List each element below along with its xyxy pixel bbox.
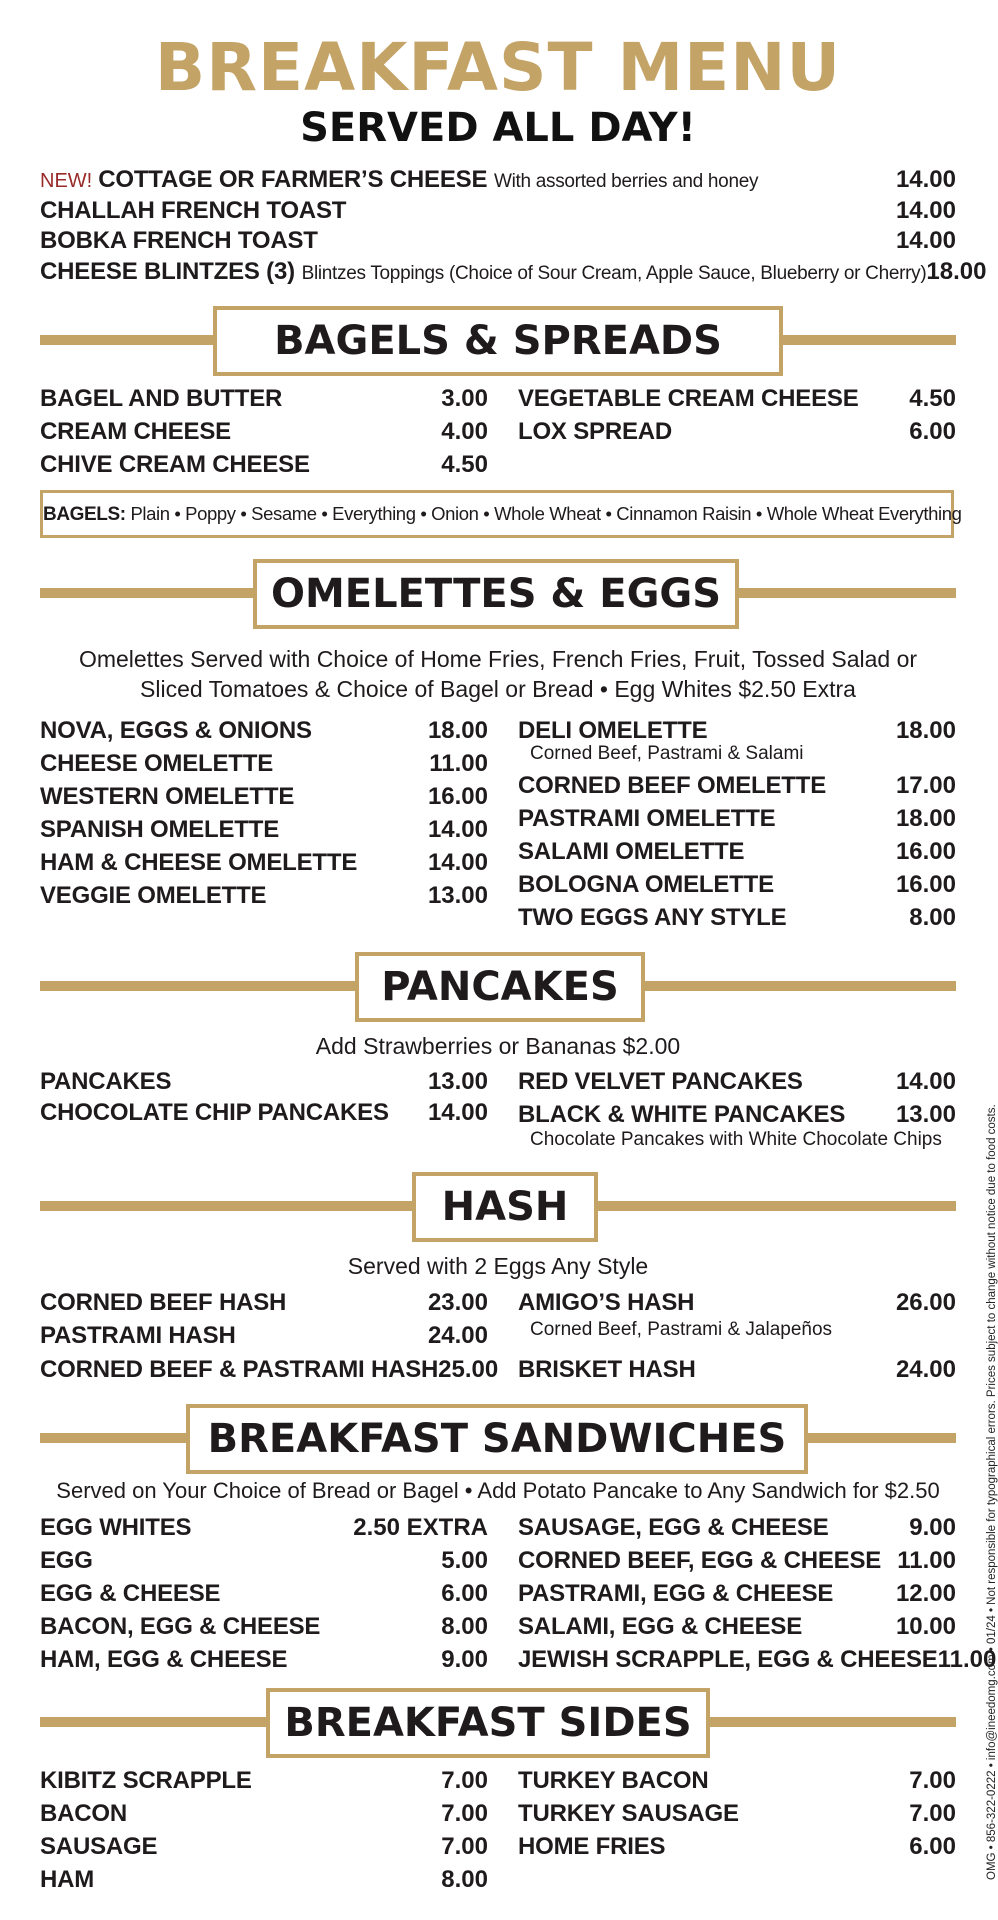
menu-item — [40, 1287, 488, 1319]
item-name: CHOCOLATE CHIP PANCAKES — [40, 1099, 389, 1126]
item-name: KIBITZ SCRAPPLE — [40, 1767, 252, 1794]
item-sub-desc: Corned Beef, Pastrami & Salami — [530, 743, 804, 764]
item-price: 14.00 — [895, 1068, 956, 1095]
item-price: 23.00 — [427, 1289, 488, 1316]
fine-print: OMG • 856-322-0222 • info@ineedomg.com • 01/24 • Not responsible for typographical errors. Prices subject to change without notice due to food costs. — [986, 1104, 998, 1880]
section-title: BREAKFAST SIDES — [266, 1688, 710, 1758]
section-banner-sandwiches — [40, 1404, 956, 1472]
new-badge: NEW! — [40, 170, 93, 192]
item-name: HAM — [40, 1866, 95, 1893]
item-name: BACON — [40, 1800, 127, 1827]
item-price: 11.00 — [897, 1547, 956, 1574]
item-price: 7.00 — [441, 1833, 488, 1860]
menu-item — [40, 1578, 488, 1610]
section-title: PANCAKES — [355, 952, 645, 1022]
item-price: 13.00 — [427, 1068, 488, 1095]
item-name: HOME FRIES — [518, 1833, 666, 1860]
item-price: 26.00 — [895, 1289, 956, 1316]
item-name: VEGGIE OMELETTE — [40, 882, 267, 909]
item-price: 13.00 — [427, 882, 488, 909]
item-name: TURKEY SAUSAGE — [518, 1800, 739, 1827]
item-name: LOX SPREAD — [518, 418, 673, 445]
menu-item — [40, 1354, 499, 1386]
item-name: BAGEL AND BUTTER — [40, 385, 283, 412]
menu-item — [518, 770, 956, 802]
menu-item — [40, 1611, 488, 1643]
item-price: 9.00 — [909, 1514, 956, 1541]
bagel-varieties-box — [40, 490, 962, 538]
item-price: 18.00 — [926, 258, 987, 285]
item-name: PASTRAMI OMELETTE — [518, 805, 776, 832]
item-name: PANCAKES — [40, 1068, 172, 1095]
item-price: 16.00 — [427, 783, 488, 810]
item-price: 24.00 — [895, 1356, 956, 1383]
item-price: 7.00 — [441, 1767, 488, 1794]
menu-item — [40, 847, 488, 879]
item-name: CORNED BEEF, EGG & CHEESE — [518, 1547, 882, 1574]
item-name: SALAMI, EGG & CHEESE — [518, 1613, 803, 1640]
menu-item — [40, 416, 488, 448]
item-name: BLACK & WHITE PANCAKES — [518, 1101, 846, 1128]
menu-item — [518, 1644, 997, 1676]
item-desc: With assorted berries and honey — [493, 171, 759, 192]
item-price: 14.00 — [895, 197, 956, 224]
item-name: BOBKA FRENCH TOAST — [40, 227, 318, 254]
section-title: BAGELS & SPREADS — [213, 306, 783, 376]
item-price: 2.50 EXTRA — [353, 1514, 488, 1541]
bagel-list: Plain • Poppy • Sesame • Everything • Onion • Whole Wheat • Cinnamon Raisin • Whole Wheat Everything — [130, 503, 962, 524]
menu-item — [40, 1644, 488, 1676]
menu-item — [518, 803, 956, 835]
item-price: 18.00 — [895, 717, 956, 744]
menu-item — [40, 880, 488, 912]
section-title: BREAKFAST SANDWICHES — [186, 1404, 808, 1474]
menu-item — [40, 1066, 488, 1098]
menu-item — [40, 1765, 488, 1797]
menu-item — [40, 1097, 488, 1129]
item-price: 3.00 — [441, 385, 488, 412]
item-price: 8.00 — [441, 1613, 488, 1640]
item-name: VEGETABLE CREAM CHEESE — [518, 385, 859, 412]
item-name: BACON, EGG & CHEESE — [40, 1613, 321, 1640]
item-price: 14.00 — [427, 816, 488, 843]
item-name: SAUSAGE — [40, 1833, 158, 1860]
item-name: EGG & CHEESE — [40, 1580, 221, 1607]
section-banner-hash — [40, 1172, 956, 1240]
menu-item — [40, 814, 488, 846]
item-price: 18.00 — [895, 805, 956, 832]
section-note: Omelettes Served with Choice of Home Fries, French Fries, Fruit, Tossed Salad or — [78, 646, 918, 672]
menu-item — [518, 1066, 956, 1098]
item-name: CHEESE BLINTZES (3) — [40, 258, 295, 285]
item-name: SAUSAGE, EGG & CHEESE — [518, 1514, 829, 1541]
item-name: WESTERN OMELETTE — [40, 783, 295, 810]
item-name: SPANISH OMELETTE — [40, 816, 280, 843]
menu-item — [518, 1512, 956, 1544]
item-name: JEWISH SCRAPPLE, EGG & CHEESE — [518, 1646, 938, 1673]
menu-item — [518, 1287, 956, 1319]
item-price: 8.00 — [909, 904, 956, 931]
item-name: HAM, EGG & CHEESE — [40, 1646, 288, 1673]
section-banner-sides — [40, 1688, 956, 1756]
item-price: 4.50 — [441, 451, 488, 478]
item-price: 6.00 — [909, 1833, 956, 1860]
menu-title: BREAKFAST MENU — [154, 29, 842, 106]
item-price: 25.00 — [438, 1356, 499, 1383]
item-price: 10.00 — [895, 1613, 956, 1640]
item-name: RED VELVET PANCAKES — [518, 1068, 803, 1095]
item-desc: Blintzes Toppings (Choice of Sour Cream, Apple Sauce, Blueberry or Cherry) — [301, 263, 927, 284]
item-name: CORNED BEEF OMELETTE — [518, 772, 827, 799]
item-price: 14.00 — [895, 166, 956, 193]
menu-item — [40, 1864, 488, 1896]
item-price: 9.00 — [441, 1646, 488, 1673]
item-name: CORNED BEEF & PASTRAMI HASH — [40, 1356, 439, 1383]
item-price: 13.00 — [895, 1101, 956, 1128]
menu-item — [518, 1831, 956, 1863]
menu-item — [40, 1831, 488, 1863]
item-price: 14.00 — [427, 849, 488, 876]
menu-item — [518, 1798, 956, 1830]
item-name: DELI OMELETTE — [518, 717, 708, 744]
section-note: Served with 2 Eggs Any Style — [347, 1253, 649, 1279]
menu-item — [518, 902, 956, 934]
item-price: 12.00 — [895, 1580, 956, 1607]
menu-item — [40, 1320, 488, 1352]
item-price: 24.00 — [427, 1322, 488, 1349]
menu-item — [40, 1545, 488, 1577]
section-note: Served on Your Choice of Bread or Bagel • Add Potato Pancake to Any Sandwich for $2.50 — [56, 1478, 940, 1503]
section-banner-bagels — [40, 306, 956, 374]
menu-subtitle: SERVED ALL DAY! — [300, 105, 696, 151]
menu-item — [40, 715, 488, 747]
item-name: AMIGO’S HASH — [518, 1289, 695, 1316]
menu-item — [40, 748, 488, 780]
item-name: CREAM CHEESE — [40, 418, 231, 445]
item-sub-desc: Chocolate Pancakes with White Chocolate Chips — [530, 1129, 942, 1150]
item-price: 7.00 — [441, 1800, 488, 1827]
menu-item — [518, 1099, 956, 1131]
menu-item — [40, 256, 987, 290]
menu-item — [518, 1545, 956, 1577]
item-price: 18.00 — [427, 717, 488, 744]
item-name: BRISKET HASH — [518, 1356, 696, 1383]
item-price: 6.00 — [909, 418, 956, 445]
section-banner-omelettes — [40, 559, 956, 627]
item-name: TWO EGGS ANY STYLE — [518, 904, 787, 931]
menu-item — [40, 449, 488, 481]
menu-item — [40, 195, 956, 227]
item-price: 11.00 — [937, 1646, 997, 1673]
item-name: CORNED BEEF HASH — [40, 1289, 287, 1316]
item-name: PASTRAMI, EGG & CHEESE — [518, 1580, 834, 1607]
section-title: HASH — [412, 1172, 598, 1242]
menu-item — [40, 1798, 488, 1830]
item-price: 17.00 — [895, 772, 956, 799]
menu-item — [518, 416, 956, 448]
menu-item — [40, 225, 956, 257]
menu-item — [518, 383, 956, 415]
item-name: NOVA, EGGS & ONIONS — [40, 717, 312, 744]
item-name: HAM & CHEESE OMELETTE — [40, 849, 358, 876]
item-price: 11.00 — [429, 750, 488, 777]
item-name: CHALLAH FRENCH TOAST — [40, 197, 347, 224]
item-name: EGG WHITES — [40, 1514, 192, 1541]
menu-item — [518, 836, 956, 868]
menu-item — [40, 1512, 488, 1544]
item-name: PASTRAMI HASH — [40, 1322, 236, 1349]
section-title: OMELETTES & EGGS — [253, 559, 739, 629]
menu-item — [40, 383, 488, 415]
item-price: 7.00 — [909, 1767, 956, 1794]
item-name: COTTAGE OR FARMER’S CHEESE — [98, 166, 488, 193]
menu-item — [518, 1578, 956, 1610]
section-banner-pancakes — [40, 952, 956, 1020]
menu-item — [518, 1611, 956, 1643]
item-name: CHEESE OMELETTE — [40, 750, 274, 777]
item-price: 16.00 — [895, 871, 956, 898]
menu-item — [40, 164, 956, 198]
item-price: 14.00 — [427, 1099, 488, 1126]
item-name: CHIVE CREAM CHEESE — [40, 451, 310, 478]
item-price: 8.00 — [441, 1866, 488, 1893]
section-note: Add Strawberries or Bananas $2.00 — [315, 1033, 681, 1059]
item-sub-desc: Corned Beef, Pastrami & Jalapeños — [530, 1319, 833, 1340]
item-price: 6.00 — [441, 1580, 488, 1607]
item-price: 5.00 — [441, 1547, 488, 1574]
item-name: EGG — [40, 1547, 93, 1574]
bagel-list-label: BAGELS: — [43, 504, 126, 525]
item-name: TURKEY BACON — [518, 1767, 709, 1794]
item-price: 7.00 — [909, 1800, 956, 1827]
item-name: BOLOGNA OMELETTE — [518, 871, 774, 898]
item-price: 4.00 — [441, 418, 488, 445]
item-price: 4.50 — [909, 385, 956, 412]
menu-item — [518, 1765, 956, 1797]
menu-item — [518, 1354, 956, 1386]
item-name: SALAMI OMELETTE — [518, 838, 745, 865]
section-note: Sliced Tomatoes & Choice of Bagel or Bread • Egg Whites $2.50 Extra — [140, 676, 856, 702]
menu-item — [518, 869, 956, 901]
item-price: 16.00 — [895, 838, 956, 865]
item-price: 14.00 — [895, 227, 956, 254]
menu-item — [40, 781, 488, 813]
